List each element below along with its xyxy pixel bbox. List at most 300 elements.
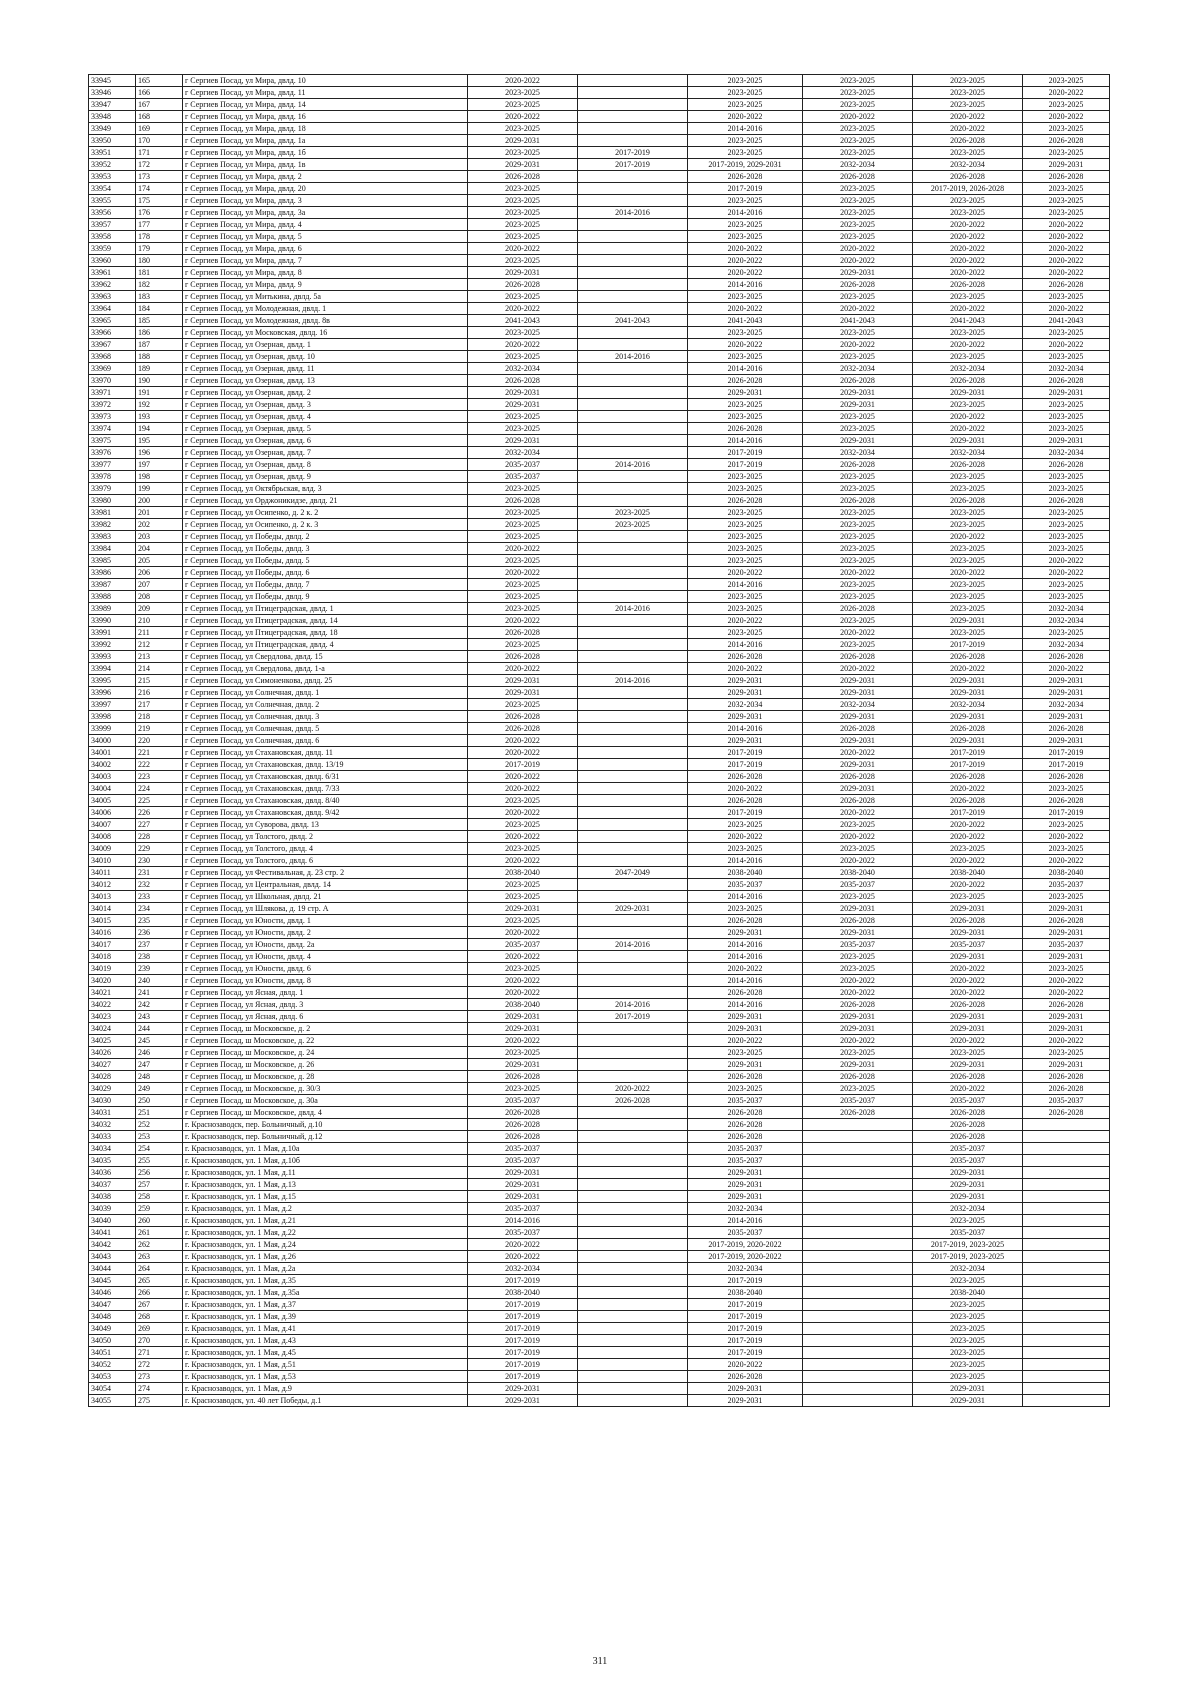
period-col-4-cell: 2023-2025 <box>803 291 913 303</box>
record-id-cell: 34015 <box>89 915 136 927</box>
table-row <box>89 987 1110 999</box>
period-col-6-cell <box>1023 1131 1110 1143</box>
address-cell: г Сергиев Посад, ул Озерная, двлд. 11 <box>183 363 468 375</box>
row-number-cell: 239 <box>136 963 183 975</box>
table-row <box>89 555 1110 567</box>
period-col-5-cell: 2023-2025 <box>913 1347 1023 1359</box>
period-col-5-cell: 2035-2037 <box>913 1095 1023 1107</box>
address-cell: г Сергиев Посад, ш Московское, д. 30/3 <box>183 1083 468 1095</box>
row-number-cell: 166 <box>136 87 183 99</box>
period-col-6-cell: 2029-2031 <box>1023 711 1110 723</box>
table-row <box>89 543 1110 555</box>
record-id-cell: 33999 <box>89 723 136 735</box>
period-col-3-cell: 2023-2025 <box>688 99 803 111</box>
address-cell: г Сергиев Посад, ул Юности, двлд. 4 <box>183 951 468 963</box>
period-col-5-cell: 2032-2034 <box>913 1203 1023 1215</box>
period-col-4-cell: 2023-2025 <box>803 639 913 651</box>
table-row <box>89 387 1110 399</box>
period-col-3-cell: 2020-2022 <box>688 783 803 795</box>
period-col-1-cell: 2020-2022 <box>468 615 578 627</box>
period-col-3-cell: 2029-2031 <box>688 711 803 723</box>
row-number-cell: 251 <box>136 1107 183 1119</box>
record-id-cell: 33952 <box>89 159 136 171</box>
record-id-cell: 34052 <box>89 1359 136 1371</box>
table-row <box>89 567 1110 579</box>
period-col-4-cell: 2035-2037 <box>803 879 913 891</box>
period-col-6-cell: 2023-2025 <box>1023 123 1110 135</box>
period-col-2-cell <box>578 75 688 87</box>
period-col-6-cell: 2023-2025 <box>1023 963 1110 975</box>
record-id-cell: 33972 <box>89 399 136 411</box>
table-row <box>89 1167 1110 1179</box>
row-number-cell: 262 <box>136 1239 183 1251</box>
address-cell: г Сергиев Посад, ул Школьная, двлд. 21 <box>183 891 468 903</box>
address-cell: г Сергиев Посад, ул Орджоникидзе, двлд. 21 <box>183 495 468 507</box>
table-row <box>89 123 1110 135</box>
period-col-5-cell: 2020-2022 <box>913 267 1023 279</box>
period-col-6-cell: 2023-2025 <box>1023 783 1110 795</box>
address-cell: г Сергиев Посад, ш Московское, д. 24 <box>183 1047 468 1059</box>
row-number-cell: 209 <box>136 603 183 615</box>
table-row <box>89 951 1110 963</box>
period-col-6-cell: 2017-2019 <box>1023 759 1110 771</box>
record-id-cell: 34039 <box>89 1203 136 1215</box>
period-col-1-cell: 2017-2019 <box>468 1323 578 1335</box>
address-cell: г Сергиев Посад, ул Солнечная, двлд. 1 <box>183 687 468 699</box>
period-col-3-cell: 2014-2016 <box>688 363 803 375</box>
row-number-cell: 199 <box>136 483 183 495</box>
period-col-2-cell <box>578 1047 688 1059</box>
period-col-2-cell <box>578 831 688 843</box>
record-id-cell: 34040 <box>89 1215 136 1227</box>
period-col-4-cell <box>803 1215 913 1227</box>
period-col-6-cell <box>1023 1311 1110 1323</box>
table-row <box>89 855 1110 867</box>
record-id-cell: 34014 <box>89 903 136 915</box>
period-col-2-cell <box>578 759 688 771</box>
row-number-cell: 184 <box>136 303 183 315</box>
row-number-cell: 218 <box>136 711 183 723</box>
period-col-6-cell <box>1023 1347 1110 1359</box>
period-col-5-cell: 2017-2019, 2023-2025 <box>913 1251 1023 1263</box>
period-col-5-cell: 2026-2028 <box>913 135 1023 147</box>
address-cell: г Сергиев Посад, ш Московское, д. 28 <box>183 1071 468 1083</box>
row-number-cell: 213 <box>136 651 183 663</box>
period-col-1-cell: 2026-2028 <box>468 651 578 663</box>
address-cell: г Сергиев Посад, ул Победы, двлд. 2 <box>183 531 468 543</box>
period-col-6-cell <box>1023 1239 1110 1251</box>
period-col-5-cell: 2020-2022 <box>913 567 1023 579</box>
row-number-cell: 225 <box>136 795 183 807</box>
table-row <box>89 939 1110 951</box>
table-row <box>89 819 1110 831</box>
row-number-cell: 254 <box>136 1143 183 1155</box>
period-col-5-cell: 2032-2034 <box>913 699 1023 711</box>
table-row <box>89 1011 1110 1023</box>
row-number-cell: 195 <box>136 435 183 447</box>
row-number-cell: 188 <box>136 351 183 363</box>
address-cell: г Сергиев Посад, ул Свердлова, двлд. 1-а <box>183 663 468 675</box>
address-cell: г. Краснозаводск, ул. 1 Мая, д.43 <box>183 1335 468 1347</box>
record-id-cell: 33961 <box>89 267 136 279</box>
period-col-6-cell: 2032-2034 <box>1023 639 1110 651</box>
period-col-3-cell: 2023-2025 <box>688 903 803 915</box>
table-row <box>89 1191 1110 1203</box>
period-col-1-cell: 2038-2040 <box>468 1287 578 1299</box>
period-col-3-cell: 2014-2016 <box>688 975 803 987</box>
period-col-2-cell <box>578 627 688 639</box>
address-cell: г Сергиев Посад, ул Мира, двлд. 10 <box>183 75 468 87</box>
row-number-cell: 266 <box>136 1287 183 1299</box>
table-row <box>89 807 1110 819</box>
period-col-6-cell <box>1023 1371 1110 1383</box>
period-col-4-cell: 2029-2031 <box>803 927 913 939</box>
row-number-cell: 196 <box>136 447 183 459</box>
period-col-5-cell: 2026-2028 <box>913 375 1023 387</box>
address-cell: г Сергиев Посад, ул Мира, двлд. 3 <box>183 195 468 207</box>
period-col-6-cell: 2023-2025 <box>1023 843 1110 855</box>
period-col-4-cell <box>803 1311 913 1323</box>
record-id-cell: 34043 <box>89 1251 136 1263</box>
address-cell: г Сергиев Посад, ул Птицеградская, двлд. 4 <box>183 639 468 651</box>
record-id-cell: 33987 <box>89 579 136 591</box>
period-col-4-cell: 2041-2043 <box>803 315 913 327</box>
period-col-3-cell: 2026-2028 <box>688 1131 803 1143</box>
period-col-2-cell: 2017-2019 <box>578 147 688 159</box>
period-col-2-cell <box>578 471 688 483</box>
row-number-cell: 203 <box>136 531 183 543</box>
period-col-3-cell: 2017-2019 <box>688 1335 803 1347</box>
table-row <box>89 747 1110 759</box>
record-id-cell: 33965 <box>89 315 136 327</box>
period-col-6-cell <box>1023 1383 1110 1395</box>
period-col-5-cell: 2035-2037 <box>913 1227 1023 1239</box>
period-col-1-cell: 2023-2025 <box>468 579 578 591</box>
period-col-1-cell: 2023-2025 <box>468 423 578 435</box>
period-col-1-cell: 2023-2025 <box>468 915 578 927</box>
period-col-6-cell: 2023-2025 <box>1023 507 1110 519</box>
period-col-2-cell <box>578 1143 688 1155</box>
period-col-5-cell: 2023-2025 <box>913 843 1023 855</box>
table-row <box>89 147 1110 159</box>
row-number-cell: 240 <box>136 975 183 987</box>
period-col-4-cell: 2029-2031 <box>803 1059 913 1071</box>
address-cell: г. Краснозаводск, ул. 1 Мая, д.41 <box>183 1323 468 1335</box>
period-col-4-cell: 2023-2025 <box>803 75 913 87</box>
period-col-5-cell: 2023-2025 <box>913 1371 1023 1383</box>
row-number-cell: 224 <box>136 783 183 795</box>
table-row <box>89 111 1110 123</box>
period-col-1-cell: 2023-2025 <box>468 183 578 195</box>
record-id-cell: 34047 <box>89 1299 136 1311</box>
row-number-cell: 182 <box>136 279 183 291</box>
address-cell: г Сергиев Посад, ул Осипенко, д. 2 к. 3 <box>183 519 468 531</box>
row-number-cell: 212 <box>136 639 183 651</box>
period-col-5-cell: 2020-2022 <box>913 231 1023 243</box>
period-col-5-cell: 2029-2031 <box>913 927 1023 939</box>
period-col-2-cell <box>578 807 688 819</box>
period-col-2-cell <box>578 363 688 375</box>
address-cell: г Сергиев Посад, ул Юности, двлд. 8 <box>183 975 468 987</box>
period-col-5-cell: 2029-2031 <box>913 1059 1023 1071</box>
table-row <box>89 1251 1110 1263</box>
record-id-cell: 33951 <box>89 147 136 159</box>
period-col-5-cell: 2023-2025 <box>913 519 1023 531</box>
period-col-5-cell: 2026-2028 <box>913 795 1023 807</box>
record-id-cell: 34025 <box>89 1035 136 1047</box>
row-number-cell: 236 <box>136 927 183 939</box>
period-col-3-cell: 2014-2016 <box>688 951 803 963</box>
row-number-cell: 193 <box>136 411 183 423</box>
period-col-1-cell: 2023-2025 <box>468 699 578 711</box>
period-col-3-cell: 2026-2028 <box>688 771 803 783</box>
period-col-3-cell: 2026-2028 <box>688 495 803 507</box>
period-col-2-cell <box>578 1371 688 1383</box>
table-row <box>89 1143 1110 1155</box>
period-col-5-cell: 2026-2028 <box>913 723 1023 735</box>
row-number-cell: 231 <box>136 867 183 879</box>
address-cell: г. Краснозаводск, ул. 1 Мая, д.2а <box>183 1263 468 1275</box>
period-col-1-cell: 2035-2037 <box>468 1155 578 1167</box>
period-col-4-cell: 2032-2034 <box>803 159 913 171</box>
row-number-cell: 189 <box>136 363 183 375</box>
period-col-4-cell: 2023-2025 <box>803 951 913 963</box>
row-number-cell: 247 <box>136 1059 183 1071</box>
table-row <box>89 831 1110 843</box>
period-col-4-cell: 2023-2025 <box>803 195 913 207</box>
period-col-5-cell: 2023-2025 <box>913 195 1023 207</box>
row-number-cell: 205 <box>136 555 183 567</box>
period-col-5-cell: 2023-2025 <box>913 327 1023 339</box>
period-col-4-cell <box>803 1131 913 1143</box>
period-col-2-cell <box>578 1239 688 1251</box>
period-col-2-cell <box>578 987 688 999</box>
period-col-3-cell: 2020-2022 <box>688 303 803 315</box>
period-col-5-cell: 2029-2031 <box>913 1179 1023 1191</box>
address-cell: г Сергиев Посад, ул Мира, двлд. 16 <box>183 111 468 123</box>
period-col-3-cell: 2014-2016 <box>688 639 803 651</box>
table-row <box>89 1083 1110 1095</box>
address-cell: г Сергиев Посад, ул Центральная, двлд. 14 <box>183 879 468 891</box>
period-col-5-cell: 2032-2034 <box>913 1263 1023 1275</box>
period-col-5-cell: 2026-2028 <box>913 1119 1023 1131</box>
address-cell: г Сергиев Посад, ул Мира, двлд. 9 <box>183 279 468 291</box>
period-col-1-cell: 2026-2028 <box>468 627 578 639</box>
period-col-5-cell: 2029-2031 <box>913 903 1023 915</box>
period-col-1-cell: 2020-2022 <box>468 543 578 555</box>
register-table <box>88 74 1110 1407</box>
record-id-cell: 34018 <box>89 951 136 963</box>
period-col-3-cell: 2020-2022 <box>688 615 803 627</box>
record-id-cell: 34035 <box>89 1155 136 1167</box>
record-id-cell: 33955 <box>89 195 136 207</box>
record-id-cell: 34012 <box>89 879 136 891</box>
period-col-5-cell: 2017-2019 <box>913 639 1023 651</box>
address-cell: г Сергиев Посад, ул Солнечная, двлд. 3 <box>183 711 468 723</box>
period-col-2-cell <box>578 651 688 663</box>
period-col-3-cell: 2014-2016 <box>688 855 803 867</box>
row-number-cell: 214 <box>136 663 183 675</box>
row-number-cell: 256 <box>136 1167 183 1179</box>
period-col-4-cell: 2023-2025 <box>803 483 913 495</box>
address-cell: г Сергиев Посад, ул Мира, двлд. 1б <box>183 147 468 159</box>
period-col-5-cell: 2023-2025 <box>913 1335 1023 1347</box>
period-col-5-cell: 2029-2031 <box>913 1023 1023 1035</box>
record-id-cell: 34017 <box>89 939 136 951</box>
record-id-cell: 33996 <box>89 687 136 699</box>
period-col-2-cell: 2014-2016 <box>578 207 688 219</box>
period-col-2-cell: 2023-2025 <box>578 507 688 519</box>
period-col-5-cell: 2020-2022 <box>913 123 1023 135</box>
period-col-5-cell: 2029-2031 <box>913 1395 1023 1407</box>
row-number-cell: 243 <box>136 1011 183 1023</box>
row-number-cell: 259 <box>136 1203 183 1215</box>
address-cell: г Сергиев Посад, ул Победы, двлд. 7 <box>183 579 468 591</box>
period-col-1-cell: 2023-2025 <box>468 603 578 615</box>
period-col-6-cell: 2032-2034 <box>1023 699 1110 711</box>
record-id-cell: 33997 <box>89 699 136 711</box>
period-col-2-cell <box>578 231 688 243</box>
record-id-cell: 34010 <box>89 855 136 867</box>
row-number-cell: 264 <box>136 1263 183 1275</box>
row-number-cell: 190 <box>136 375 183 387</box>
period-col-5-cell: 2020-2022 <box>913 855 1023 867</box>
table-row <box>89 1071 1110 1083</box>
row-number-cell: 238 <box>136 951 183 963</box>
record-id-cell: 33989 <box>89 603 136 615</box>
period-col-6-cell: 2023-2025 <box>1023 75 1110 87</box>
table-row <box>89 579 1110 591</box>
period-col-1-cell: 2023-2025 <box>468 591 578 603</box>
record-id-cell: 33956 <box>89 207 136 219</box>
period-col-6-cell: 2020-2022 <box>1023 255 1110 267</box>
table-row <box>89 1203 1110 1215</box>
record-id-cell: 34019 <box>89 963 136 975</box>
period-col-5-cell: 2020-2022 <box>913 219 1023 231</box>
period-col-6-cell: 2017-2019 <box>1023 807 1110 819</box>
address-cell: г. Краснозаводск, ул. 1 Мая, д.10а <box>183 1143 468 1155</box>
period-col-2-cell: 2017-2019 <box>578 159 688 171</box>
row-number-cell: 275 <box>136 1395 183 1407</box>
period-col-6-cell: 2029-2031 <box>1023 903 1110 915</box>
record-id-cell: 33971 <box>89 387 136 399</box>
period-col-2-cell <box>578 1323 688 1335</box>
period-col-5-cell: 2017-2019, 2026-2028 <box>913 183 1023 195</box>
period-col-4-cell <box>803 1395 913 1407</box>
period-col-5-cell: 2020-2022 <box>913 819 1023 831</box>
period-col-4-cell: 2020-2022 <box>803 1035 913 1047</box>
table-row <box>89 531 1110 543</box>
period-col-1-cell: 2026-2028 <box>468 1071 578 1083</box>
address-cell: г. Краснозаводск, ул. 1 Мая, д.11 <box>183 1167 468 1179</box>
period-col-2-cell <box>578 1131 688 1143</box>
period-col-4-cell: 2023-2025 <box>803 183 913 195</box>
row-number-cell: 250 <box>136 1095 183 1107</box>
period-col-4-cell <box>803 1239 913 1251</box>
period-col-5-cell: 2029-2031 <box>913 735 1023 747</box>
address-cell: г Сергиев Посад, ул Стахановская, двлд. 9/42 <box>183 807 468 819</box>
record-id-cell: 33983 <box>89 531 136 543</box>
table-row <box>89 723 1110 735</box>
period-col-1-cell: 2041-2043 <box>468 315 578 327</box>
period-col-3-cell: 2029-2031 <box>688 1011 803 1023</box>
period-col-4-cell <box>803 1179 913 1191</box>
row-number-cell: 217 <box>136 699 183 711</box>
period-col-4-cell: 2023-2025 <box>803 351 913 363</box>
table-row <box>89 1287 1110 1299</box>
period-col-3-cell: 2023-2025 <box>688 327 803 339</box>
period-col-3-cell: 2029-2031 <box>688 1023 803 1035</box>
table-row <box>89 915 1110 927</box>
period-col-2-cell <box>578 171 688 183</box>
period-col-2-cell <box>578 183 688 195</box>
record-id-cell: 34004 <box>89 783 136 795</box>
table-row <box>89 735 1110 747</box>
address-cell: г. Краснозаводск, ул. 1 Мая, д.2 <box>183 1203 468 1215</box>
period-col-4-cell: 2023-2025 <box>803 891 913 903</box>
table-row <box>89 231 1110 243</box>
table-row <box>89 879 1110 891</box>
row-number-cell: 267 <box>136 1299 183 1311</box>
period-col-2-cell <box>578 963 688 975</box>
address-cell: г Сергиев Посад, ул Мира, двлд. 14 <box>183 99 468 111</box>
period-col-4-cell: 2029-2031 <box>803 687 913 699</box>
period-col-2-cell <box>578 1167 688 1179</box>
period-col-1-cell: 2026-2028 <box>468 1131 578 1143</box>
row-number-cell: 226 <box>136 807 183 819</box>
period-col-3-cell: 2020-2022 <box>688 255 803 267</box>
period-col-5-cell: 2026-2028 <box>913 495 1023 507</box>
period-col-6-cell: 2026-2028 <box>1023 795 1110 807</box>
period-col-5-cell: 2035-2037 <box>913 1143 1023 1155</box>
period-col-4-cell: 2023-2025 <box>803 519 913 531</box>
row-number-cell: 170 <box>136 135 183 147</box>
period-col-2-cell <box>578 1299 688 1311</box>
record-id-cell: 33970 <box>89 375 136 387</box>
period-col-1-cell: 2029-2031 <box>468 435 578 447</box>
period-col-5-cell: 2023-2025 <box>913 1311 1023 1323</box>
period-col-5-cell: 2023-2025 <box>913 291 1023 303</box>
address-cell: г. Краснозаводск, ул. 1 Мая, д.9 <box>183 1383 468 1395</box>
period-col-1-cell: 2026-2028 <box>468 711 578 723</box>
record-id-cell: 34037 <box>89 1179 136 1191</box>
record-id-cell: 34051 <box>89 1347 136 1359</box>
row-number-cell: 171 <box>136 147 183 159</box>
period-col-5-cell: 2020-2022 <box>913 879 1023 891</box>
period-col-6-cell <box>1023 1155 1110 1167</box>
table-row <box>89 1371 1110 1383</box>
period-col-3-cell: 2023-2025 <box>688 471 803 483</box>
period-col-1-cell: 2020-2022 <box>468 567 578 579</box>
period-col-1-cell: 2032-2034 <box>468 363 578 375</box>
period-col-1-cell: 2017-2019 <box>468 1299 578 1311</box>
address-cell: г Сергиев Посад, ул Толстого, двлд. 4 <box>183 843 468 855</box>
table-row <box>89 315 1110 327</box>
period-col-3-cell: 2029-2031 <box>688 735 803 747</box>
period-col-1-cell: 2029-2031 <box>468 387 578 399</box>
period-col-3-cell: 2023-2025 <box>688 819 803 831</box>
address-cell: г Сергиев Посад, ул Стахановская, двлд. 7/33 <box>183 783 468 795</box>
record-id-cell: 34054 <box>89 1383 136 1395</box>
period-col-3-cell: 2026-2028 <box>688 375 803 387</box>
record-id-cell: 34041 <box>89 1227 136 1239</box>
address-cell: г Сергиев Посад, ул Победы, двлд. 9 <box>183 591 468 603</box>
table-row <box>89 903 1110 915</box>
period-col-3-cell: 2020-2022 <box>688 831 803 843</box>
period-col-4-cell <box>803 1347 913 1359</box>
period-col-3-cell: 2023-2025 <box>688 1083 803 1095</box>
period-col-5-cell: 2026-2028 <box>913 171 1023 183</box>
